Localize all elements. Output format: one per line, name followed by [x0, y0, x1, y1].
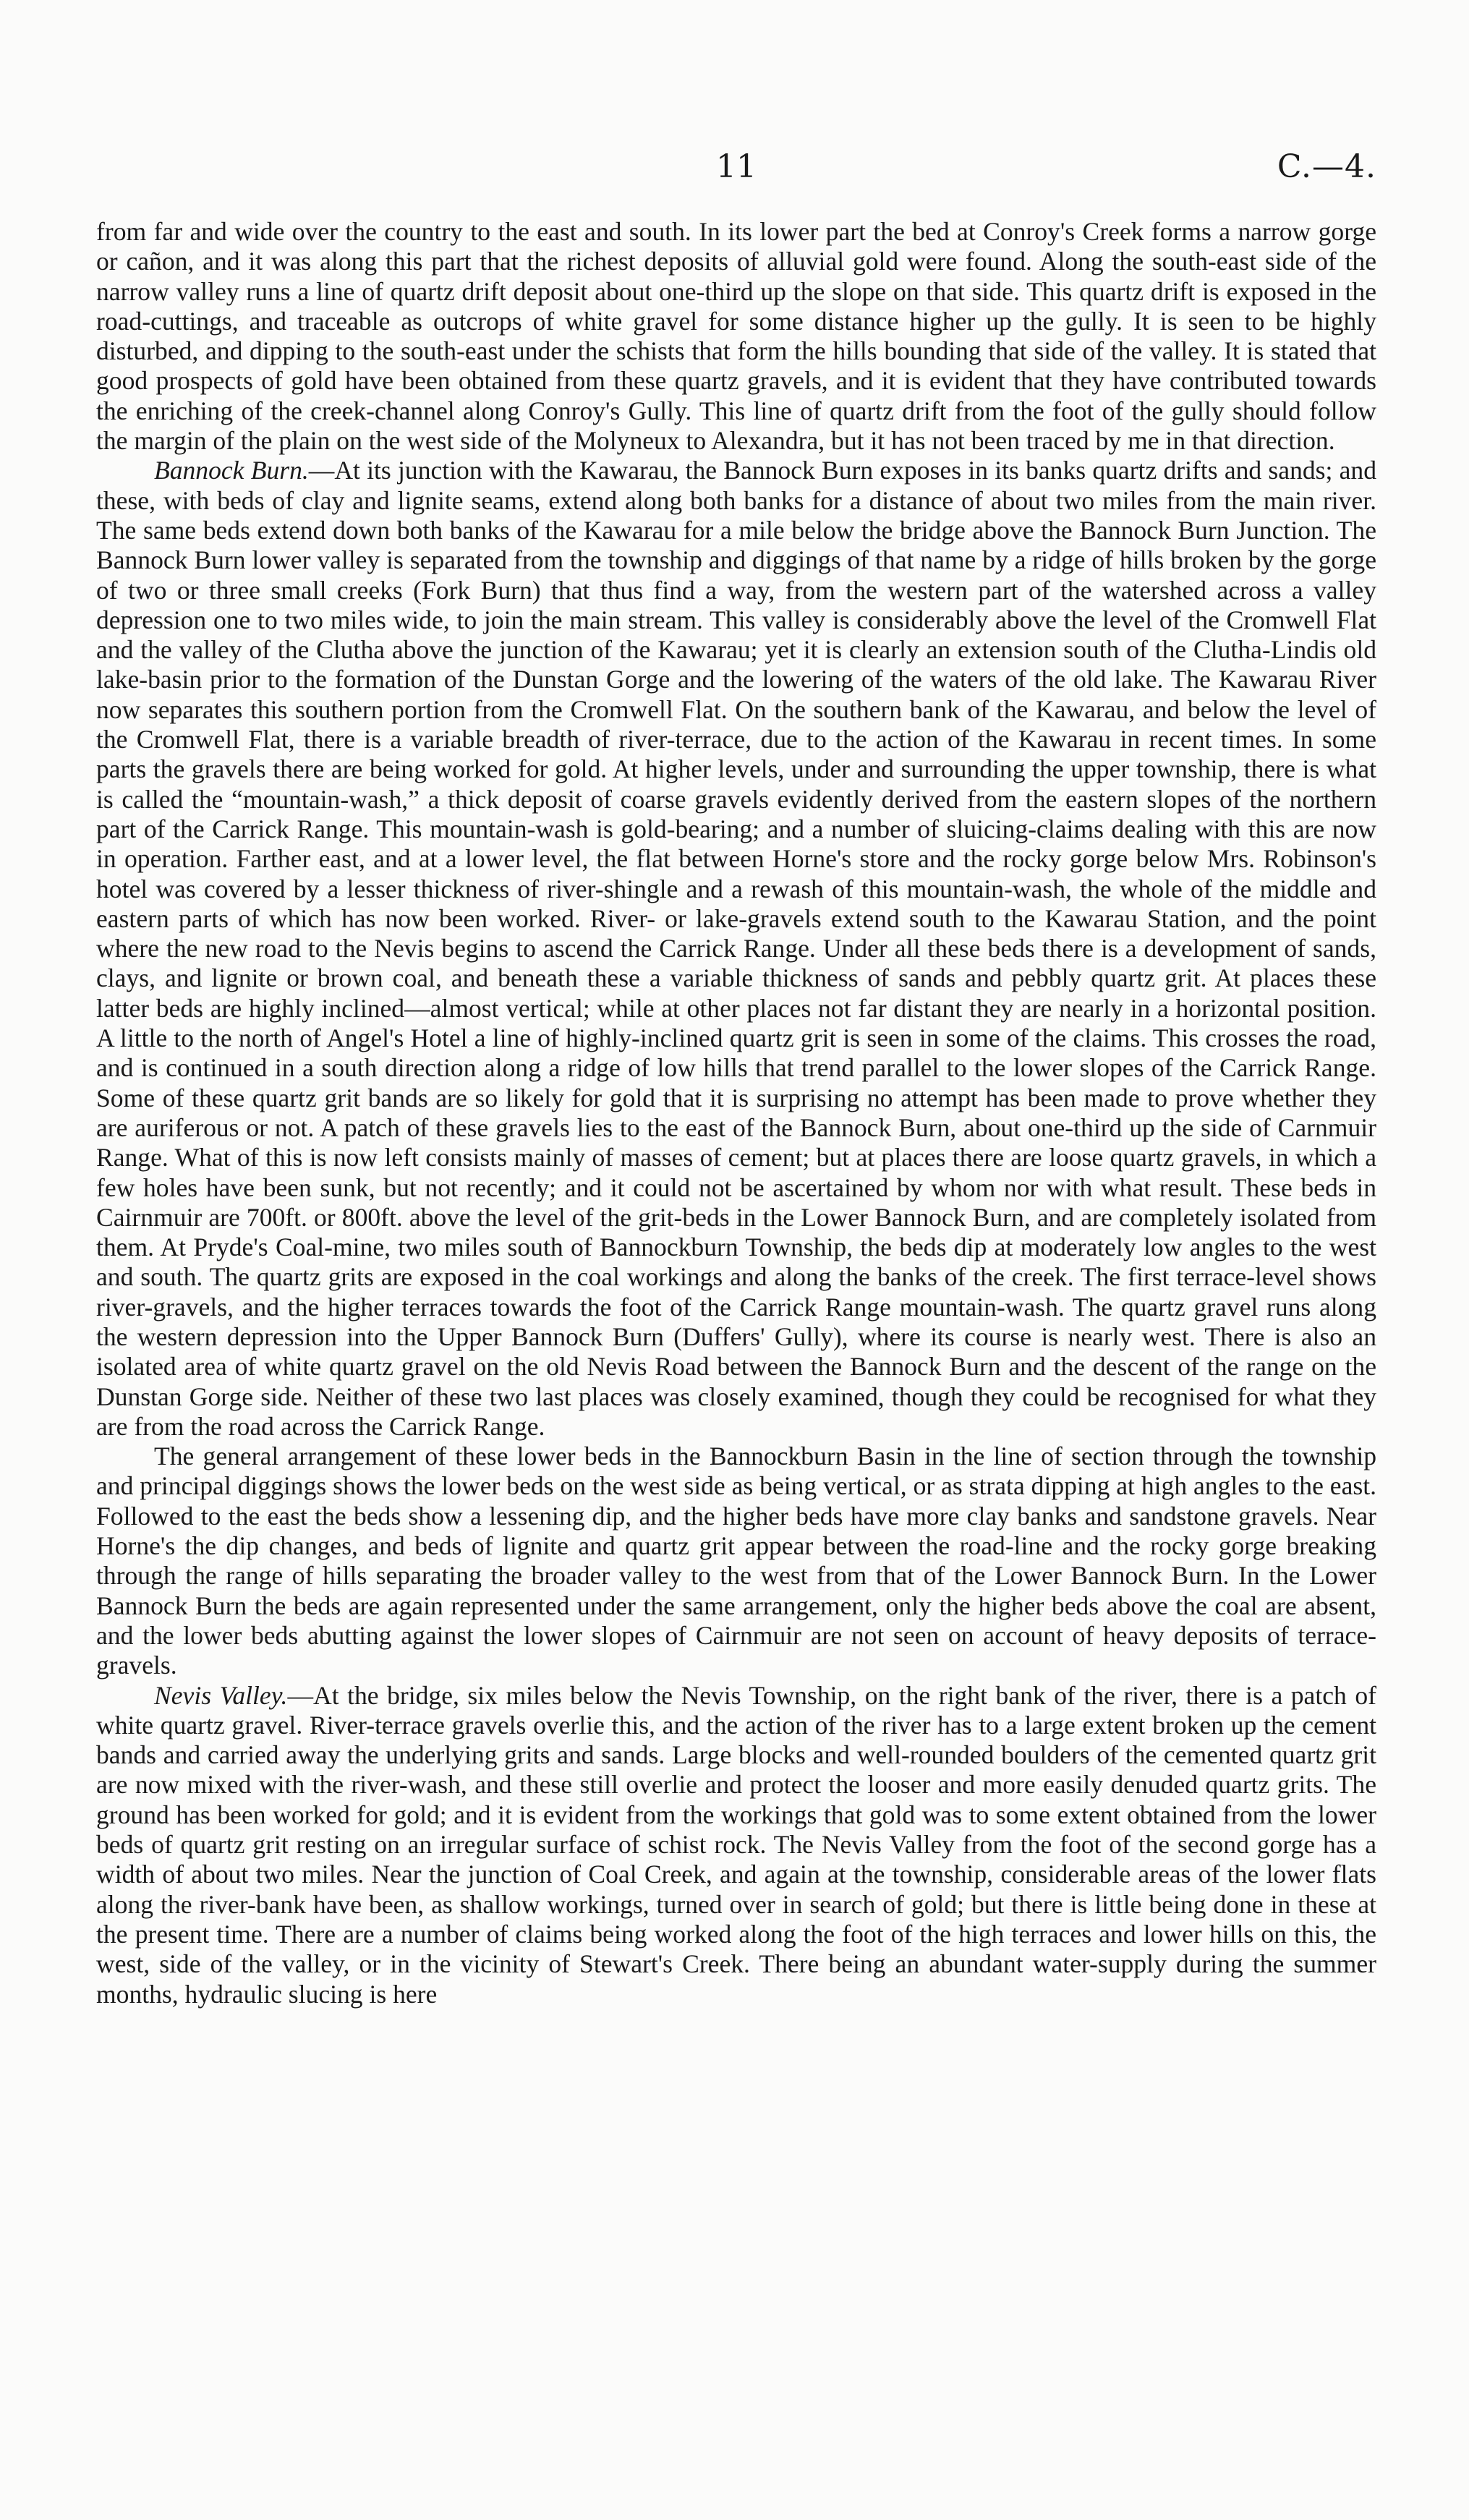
paragraph-text: The general arrangement of these lower beds in the Bannockburn Basin in the line of section through the township and principal diggings shows the lower beds on the west side as being vertical, or as strata dipping at high angles to the east. Followed to the east the beds show a lessening dip, and the higher beds have more clay banks and sandstone gravels. Near Horne's the dip changes, and beds of lignite and quartz grit appear between the road-line and the rocky gorge breaking through the range of hills separating the broader valley to the west from that of the Lower Bannock Burn. In the Lower Bannock Burn the beds are again represented under the same arrangement, only the higher beds above the coal are absent, and the lower beds abutting against the lower slopes of Cairnmuir are not seen on account of heavy deposits of terrace-gravels.: [96, 1442, 1376, 1680]
page-number: 11: [716, 148, 757, 185]
paragraph-bannock-burn: [96, 456, 1376, 1442]
section-heading-nevis-valley: Nevis Valley.: [154, 1680, 288, 1710]
paragraph-text: from far and wide over the country to the east and south. In its lower part the bed at Conroy's Creek forms a narrow gorge or cañon, and it was along this part that the richest deposits of alluvial gold were found. Along the south-east side of the narrow valley runs a line of quartz drift deposit about one-third up the slope on that side. This quartz drift is exposed in the road-cuttings, and traceable as outcrops of white gravel for some distance higher up the gully. It is seen to be highly disturbed, and dipping to the south-east under the schists that form the hills bounding that side of the valley. It is stated that good prospects of gold have been obtained from these quartz gravels, and it is evident that they have contributed towards the enriching of the creek-channel along Conroy's Gully. This line of quartz drift from the foot of the gully should follow the margin of the plain on the west side of the Molyneux to Alexandra, but it has not been traced by me in that direction.: [96, 217, 1376, 456]
document-code: C.—4.: [1277, 148, 1376, 185]
section-heading-bannock-burn: Bannock Burn.: [154, 456, 309, 485]
body-text: [96, 217, 1376, 2009]
paragraph-bannockburn-basin: [96, 1442, 1376, 1680]
paragraph-text: —At the bridge, six miles below the Nevis Township, on the right bank of the river, there is a patch of white quartz gravel. River-terrace gravels overlie this, and the action of the river has to a large extent broken up the cement bands and carried away the underlying grits and sands. Large blocks and well-rounded boulders of the cemented quartz grit are now mixed with the river-wash, and these still overlie and protect the looser and more easily denuded quartz grits. The ground has been worked for gold; and it is evident from the workings that gold was to some extent obtained from the lower beds of quartz grit resting on an irregular surface of schist rock. The Nevis Valley from the foot of the second gorge has a width of about two miles. Near the junction of Coal Creek, and again at the township, considerable areas of the lower flats along the river-bank have been, as shallow workings, turned over in search of gold; but there is little being done in these at the present time. There are a number of claims being worked along the foot of the high terraces and lower hills on this, the west, side of the valley, or in the vicinity of Stewart's Creek. There being an abundant water-supply during the summer months, hydraulic slucing is here: [96, 1680, 1376, 2009]
paragraph-text: —At its junction with the Kawarau, the Bannock Burn exposes in its banks quartz drifts and sands; and these, with beds of clay and lignite seams, extend along both banks for a distance of about two miles from the main river. The same beds extend down both banks of the Kawarau for a mile below the bridge above the Bannock Burn Junction. The Bannock Burn lower valley is separated from the township and diggings of that name by a ridge of hills broken by the gorge of two or three small creeks (Fork Burn) that thus find a way, from the western part of the watershed across a valley depression one to two miles wide, to join the main stream. This valley is considerably above the level of the Cromwell Flat and the valley of the Clutha above the junction of the Kawarau; yet it is clearly an extension south of the Clutha-Lindis old lake-basin prior to the formation of the Dunstan Gorge and the lowering of the waters of the old lake. The Kawarau River now separates this southern portion from the Cromwell Flat. On the southern bank of the Kawarau, and below the level of the Cromwell Flat, there is a variable breadth of river-terrace, due to the action of the Kawarau in recent times. In some parts the gravels there are being worked for gold. At higher levels, under and surrounding the upper township, there is what is called the “mountain-wash,” a thick deposit of coarse gravels evidently derived from the eastern slopes of the northern part of the Carrick Range. This mountain-wash is gold-bearing; and a number of sluicing-claims dealing with this are now in operation. Farther east, and at a lower level, the flat between Horne's store and the rocky gorge below Mrs. Robinson's hotel was covered by a lesser thickness of river-shingle and a rewash of this mountain-wash, the whole of the middle and eastern parts of which has now been worked. River- or lake-gravels extend south to the Kawarau Station, and the point where the new road to the Nevis begins to ascend the Carrick Range. Under all these beds there is a development of sands, clays, and lignite or brown coal, and beneath these a variable thickness of sands and pebbly quartz grit. At places these latter beds are highly inclined—almost vertical; while at other places not far distant they are nearly in a horizontal position. A little to the north of Angel's Hotel a line of highly-inclined quartz grit is seen in some of the claims. This crosses the road, and is continued in a south direction along a ridge of low hills that trend parallel to the lower slopes of the Carrick Range. Some of these quartz grit bands are so likely for gold that it is surprising no attempt has been made to prove whether they are auriferous or not. A patch of these gravels lies to the east of the Bannock Burn, about one-third up the side of Carnmuir Range. What of this is now left consists mainly of masses of cement; but at places there are loose quartz gravels, in which a few holes have been sunk, but not recently; and it could not be ascertained by whom nor with what result. These beds in Cairnmuir are 700ft. or 800ft. above the level of the grit-beds in the Lower Bannock Burn, and are completely isolated from them. At Pryde's Coal-mine, two miles south of Bannockburn Township, the beds dip at moderately low angles to the west and south. The quartz grits are exposed in the coal workings and along the banks of the creek. The first terrace-level shows river-gravels, and the higher terraces towards the foot of the Carrick Range mountain-wash. The quartz gravel runs along the western depression into the Upper Bannock Burn (Duffers' Gully), where its course is nearly west. There is also an isolated area of white quartz gravel on the old Nevis Road between the Bannock Burn and the descent of the range on the Dunstan Gorge side. Neither of these two last places was closely examined, though they could be recognised for what they are from the road across the Carrick Range.: [96, 456, 1376, 1441]
paragraph-conroys-creek: [96, 217, 1376, 456]
page-header: [96, 148, 1376, 199]
paragraph-nevis-valley: [96, 1681, 1376, 2009]
